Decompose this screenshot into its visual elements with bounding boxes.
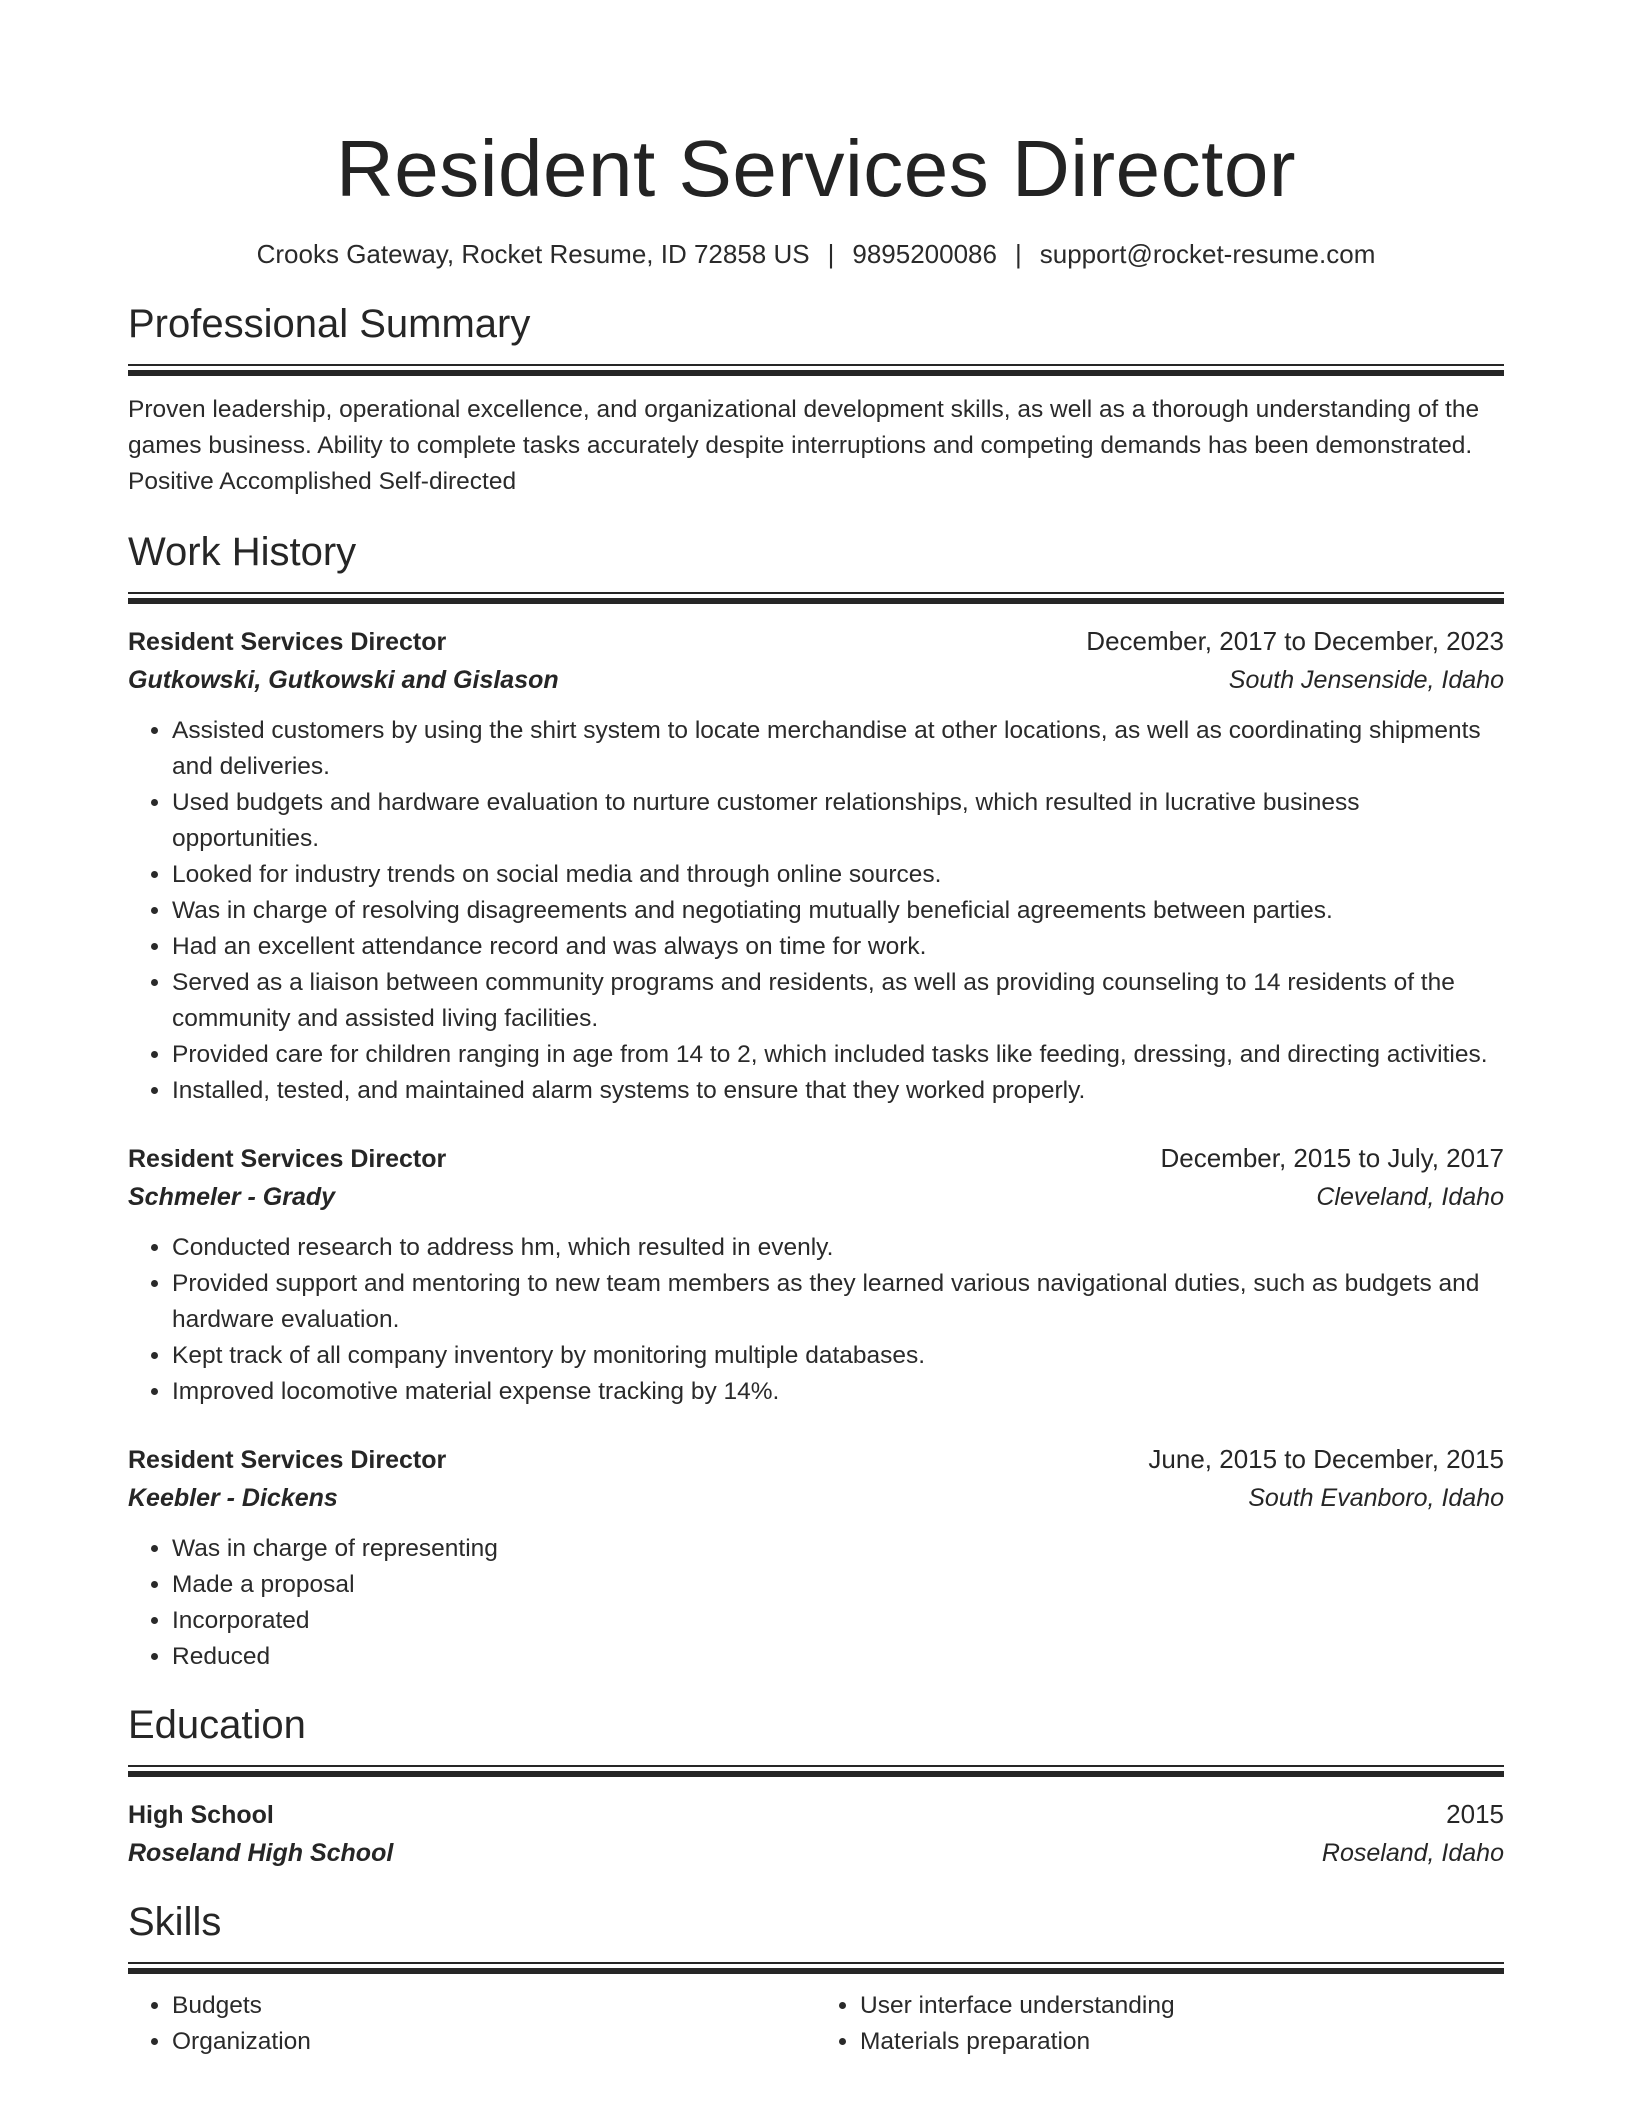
- job-location: Cleveland, Idaho: [1316, 1183, 1504, 1211]
- job-entry: [128, 622, 1504, 1109]
- skill-item: • User interface understanding: [860, 1988, 1504, 2024]
- resume-name: Resident Services Director: [336, 124, 1296, 213]
- job-bullet: • Incorporated: [172, 1603, 1504, 1639]
- contact-separator: |: [827, 239, 835, 269]
- contact-line: [128, 236, 1504, 272]
- job-company: Keebler - Dickens: [128, 1484, 338, 1512]
- contact-address: Crooks Gateway, Rocket Resume, ID 72858 US: [256, 239, 810, 269]
- section-divider: [128, 592, 1504, 604]
- skills-section: [128, 1896, 1504, 2060]
- skill-item: • Budgets: [172, 1988, 816, 2024]
- education-entry: [128, 1795, 1504, 1872]
- section-title-work-history: Work History: [128, 530, 357, 574]
- resume-page: [128, 0, 1504, 2060]
- job-bullet: • Installed, tested, and maintained alarm systems to ensure that they worked properly.: [172, 1073, 1504, 1109]
- job-dates: December, 2017 to December, 2023: [1086, 626, 1504, 656]
- job-bullet: • Reduced: [172, 1639, 1504, 1675]
- job-entry: [128, 1440, 1504, 1675]
- section-divider: [128, 1765, 1504, 1777]
- contact-separator: |: [1014, 239, 1022, 269]
- education-section: [128, 1699, 1504, 1872]
- job-title: Resident Services Director: [128, 1446, 447, 1474]
- job-bullets: [128, 713, 1504, 1109]
- job-bullet: • Improved locomotive material expense tracking by 14%.: [172, 1374, 1504, 1410]
- job-company: Gutkowski, Gutkowski and Gislason: [128, 666, 559, 694]
- section-title-skills: Skills: [128, 1900, 222, 1944]
- summary-text: Proven leadership, operational excellence, and organizational development skills, as well as a thorough understanding of the games business. Ability to complete tasks accurately despite interruptions and competing demands has been demonstrated. Positive Accomplished Self-directed: [128, 396, 1480, 495]
- job-bullet: • Provided support and mentoring to new team members as they learned various navigational duties, such as budgets and hardware evaluation.: [172, 1266, 1504, 1338]
- section-divider: [128, 364, 1504, 376]
- job-bullets: [128, 1531, 1504, 1675]
- skill-item: • Materials preparation: [860, 2024, 1504, 2060]
- skill-item: • Organization: [172, 2024, 816, 2060]
- job-dates: June, 2015 to December, 2015: [1148, 1444, 1504, 1474]
- job-title: Resident Services Director: [128, 628, 447, 656]
- job-bullet: • Provided care for children ranging in age from 14 to 2, which included tasks like feeding, dressing, and directing activities.: [172, 1037, 1504, 1073]
- skills-column-right: [816, 1988, 1504, 2060]
- contact-email: support@rocket-resume.com: [1039, 239, 1376, 269]
- education-degree: High School: [128, 1801, 274, 1829]
- job-dates: December, 2015 to July, 2017: [1160, 1143, 1504, 1173]
- job-location: South Evanboro, Idaho: [1248, 1484, 1504, 1512]
- skills-grid: [128, 1988, 1504, 2060]
- job-entry: [128, 1139, 1504, 1410]
- job-location: South Jensenside, Idaho: [1228, 666, 1504, 694]
- job-company: Schmeler - Grady: [128, 1183, 336, 1211]
- section-title-education: Education: [128, 1703, 306, 1747]
- job-bullet: • Looked for industry trends on social media and through online sources.: [172, 857, 1504, 893]
- skills-column-left: [128, 1988, 816, 2060]
- summary-section: [128, 298, 1504, 500]
- job-bullet: • Served as a liaison between community programs and residents, as well as providing counseling to 14 residents of the community and assisted living facilities.: [172, 965, 1504, 1037]
- education-school: Roseland High School: [128, 1839, 394, 1867]
- section-divider: [128, 1962, 1504, 1974]
- job-bullet: • Was in charge of representing: [172, 1531, 1504, 1567]
- job-title: Resident Services Director: [128, 1145, 447, 1173]
- work-history-section: [128, 526, 1504, 1675]
- contact-phone: 9895200086: [852, 239, 997, 269]
- job-bullets: [128, 1230, 1504, 1410]
- job-bullet: • Assisted customers by using the shirt system to locate merchandise at other locations, as well as coordinating shipments and deliveries.: [172, 713, 1504, 785]
- education-location: Roseland, Idaho: [1321, 1839, 1504, 1867]
- job-bullet: • Conducted research to address hm, which resulted in evenly.: [172, 1230, 1504, 1266]
- job-bullet: • Used budgets and hardware evaluation to nurture customer relationships, which resulted in lucrative business opportunities.: [172, 785, 1504, 857]
- section-title-summary: Professional Summary: [128, 302, 531, 346]
- education-year: 2015: [1446, 1799, 1504, 1829]
- job-bullet: • Was in charge of resolving disagreements and negotiating mutually beneficial agreements between parties.: [172, 893, 1504, 929]
- job-bullet: • Kept track of all company inventory by monitoring multiple databases.: [172, 1338, 1504, 1374]
- job-bullet: • Made a proposal: [172, 1567, 1504, 1603]
- job-bullet: • Had an excellent attendance record and was always on time for work.: [172, 929, 1504, 965]
